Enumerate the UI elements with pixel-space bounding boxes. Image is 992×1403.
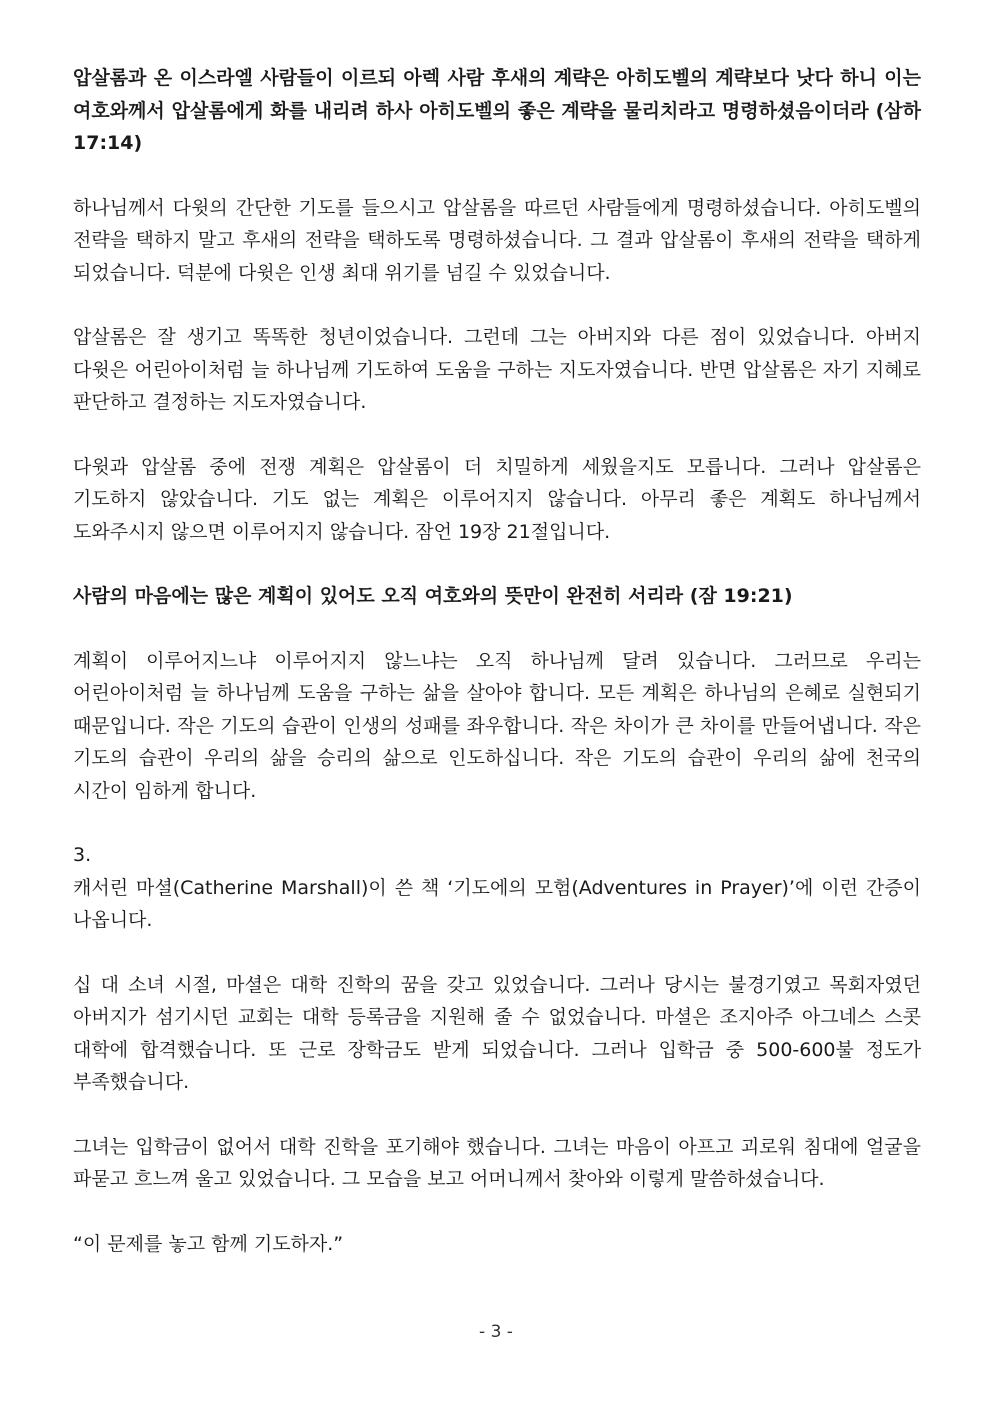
scripture-quote-2samuel: 압살롬과 온 이스라엘 사람들이 이르되 아렉 사람 후새의 계략은 아히도벨의 계략보다 낫다 하니 이는 여호와께서 압살롬에게 화를 내리려 하사 아히도벨의 좋은 계략을 물리치라고 명령하셨음이더라 (삼하 17:14) [73,67,921,154]
body-paragraph: 계획이 이루어지느냐 이루어지지 않느냐는 오직 하나님께 달려 있습니다. 그러므로 우리는 어린아이처럼 늘 하나님께 도움을 구하는 삶을 살아야 합니다. 모든 계획은 하나님의 은혜로 실현되기 때문입니다. 작은 기도의 습관이 인생의 성패를 좌우합니다. 작은 차이가 큰 차이를 만들어냅니다. 작은 기도의 습관이 우리의 삶을 승리의 삶으로 인도하십니다. 작은 기도의 습관이 우리의 삶에 천국의 시간이 임하게 합니다. [73,649,921,802]
scripture-quote-proverbs: 사람의 마음에는 많은 계획이 있어도 오직 여호와의 뜻만이 완전히 서리라 (잠 19:21) [73,585,793,607]
page-number: - 3 - [479,1322,513,1342]
body-paragraph: 캐서린 마셜(Catherine Marshall)이 쓴 책 ‘기도에의 모험(Adventures in Prayer)’에 이런 간증이 나옵니다. [73,876,921,931]
document-body [73,62,921,1260]
section-number: 3. [73,844,92,866]
body-paragraph: 십 대 소녀 시절, 마셜은 대학 진학의 꿈을 갖고 있었습니다. 그러나 당시는 불경기였고 목회자였던 아버지가 섬기시던 교회는 대학 등록금을 지원해 줄 수 없었습니다. 마셜은 조지아주 아그네스 스콧 대학에 합격했습니다. 또 근로 장학금도 받게 되었습니다. 그러나 입학금 중 500-600불 정도가 부족했습니다. [73,973,921,1093]
body-paragraph: 하나님께서 다윗의 간단한 기도를 들으시고 압살롬을 따르던 사람들에게 명령하셨습니다. 아히도벨의 전략을 택하지 말고 후새의 전략을 택하도록 명령하셨습니다. 그 결과 압살롬이 후새의 전략을 택하게 되었습니다. 덕분에 다윗은 인생 최대 위기를 넘길 수 있었습니다. [73,196,921,284]
body-paragraph: 다윗과 압살롬 중에 전쟁 계획은 압살롬이 더 치밀하게 세웠을지도 모릅니다. 그러나 압살롬은 기도하지 않았습니다. 기도 없는 계획은 이루어지지 않습니다. 아무리 좋은 계획도 하나님께서 도와주시지 않으면 이루어지지 않습니다. 잠언 19장 21절입니다. [73,455,921,543]
quoted-speech: “이 문제를 놓고 함께 기도하자.” [73,1232,344,1255]
body-paragraph: 압살롬은 잘 생기고 똑똑한 청년이었습니다. 그런데 그는 아버지와 다른 점이 있었습니다. 아버지 다윗은 어린아이처럼 늘 하나님께 기도하여 도움을 구하는 지도자였습니다. 반면 압살롬은 자기 지혜로 판단하고 결정하는 지도자였습니다. [73,326,921,413]
body-paragraph: 그녀는 입학금이 없어서 대학 진학을 포기해야 했습니다. 그녀는 마음이 아프고 괴로워 침대에 얼굴을 파묻고 흐느껴 울고 있었습니다. 그 모습을 보고 어머니께서 찾아와 이렇게 말씀하셨습니다. [73,1135,921,1190]
